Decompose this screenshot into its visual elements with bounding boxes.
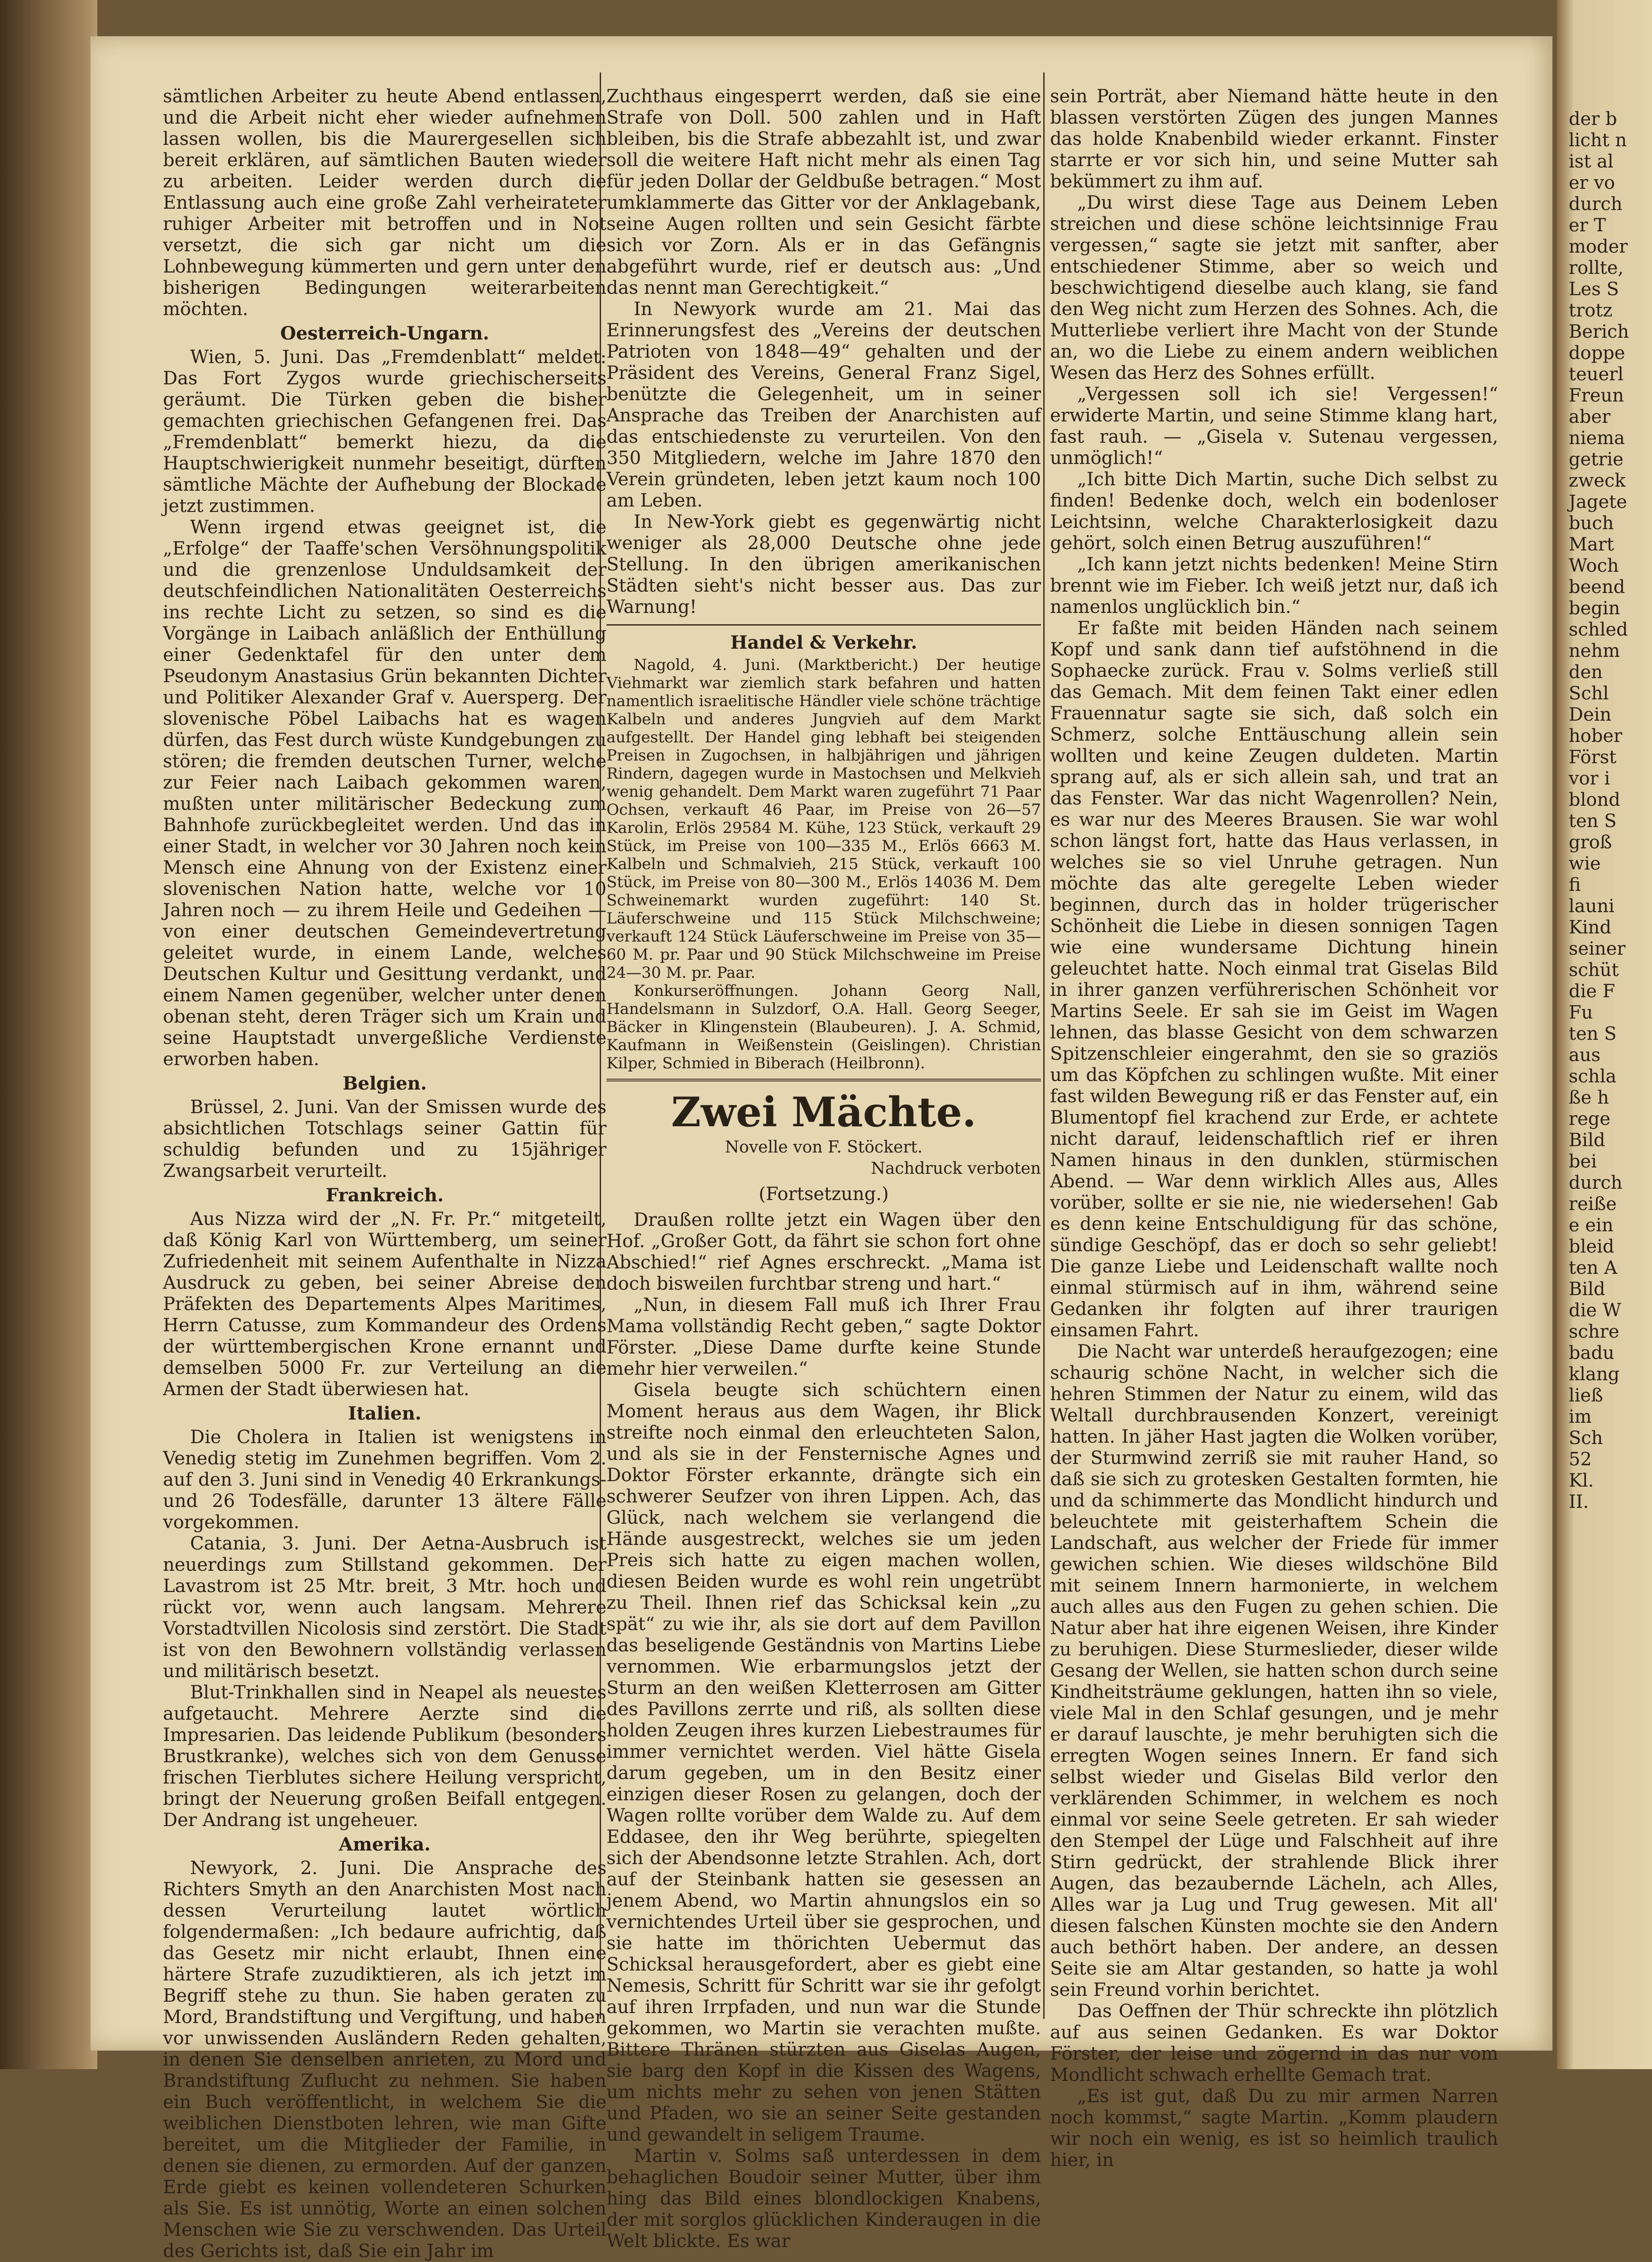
adjacent-page-fragment: getrie: [1569, 449, 1623, 470]
novel-paragraph: „Es ist gut, daß Du zu mir armen Narren noch kommst,“ sagte Martin. „Komm plaudern wir noch ein wenig, es ist so heimlich traulich hier, in: [1050, 2086, 1498, 2171]
article-paragraph: Zuchthaus eingesperrt werden, daß sie eine Strafe von Doll. 500 zahlen und in Haft bleiben, bis die Strafe abbezahlt ist, und zwar soll die weitere Haft nicht mehr als einen Tag für jeden Dollar der Geldbuße betragen.“ Most umklammerte das Gitter vor der Anklagebank, seine Augen rollten und sein Gesicht färbte sich vor Zorn. Als er in das Gefängnis abgeführt wurde, rief er deutsch aus: „Und das nennt man Gerechtigkeit.“: [606, 86, 1041, 298]
novel-paragraph: „Vergessen soll ich sie! Vergessen!“ erwiderte Martin, und seine Stimme klang hart, fast rauh. — „Gisela v. Sutenau vergessen, unmöglich!“: [1050, 384, 1498, 469]
article-paragraph: In Newyork wurde am 21. Mai das Erinnerungsfest des „Vereins der deutschen Patrioten von 1848—49“ gehalten und der Präsident des Vereins, General Franz Sigel, benützte die Gelegenheit, um in seiner Ansprache das Treiben der Anarchisten auf das entschiedenste zu verurteilen. Von den 350 Mitgliedern, welche im Jahre 1870 den Verein gründeten, leben jetzt kaum noch 100 am Leben.: [606, 299, 1041, 511]
adjacent-page-edge: [1557, 0, 1652, 2069]
adjacent-page-fragment: buch: [1569, 513, 1614, 534]
adjacent-page-fragment: rege: [1569, 1109, 1611, 1129]
novel-paragraph: Martin v. Solms saß unterdessen in dem behaglichen Boudoir seiner Mutter, über ihm hing das Bild eines blondlockigen Knabens, der mit sorglos glücklichen Kinderaugen in die Welt blickte. Es war: [606, 2146, 1041, 2252]
adjacent-page-fragment: Bild: [1569, 1130, 1605, 1151]
column-rule: [1043, 72, 1045, 2019]
article-paragraph: sämtlichen Arbeiter zu heute Abend entlassen, und die Arbeit nicht eher wieder aufnehmen lassen wollen, bis die Maurergesellen sich bereit erklären, auf sämtlichen Bauten wieder zu arbeiten. Leider werden durch die Entlassung auch eine große Zahl verheirateter ruhiger Arbeiter mit betroffen und in Not versetzt, die sich gar nicht um die Lohnbewegung kümmerten und gern unter den bisherigen Bedingungen weiterarbeiten möchten.: [163, 86, 606, 320]
section-heading-oesterreich: Oesterreich-Ungarn.: [280, 323, 489, 344]
adjacent-page-fragment: die F: [1569, 981, 1615, 1002]
section-heading-amerika: Amerika.: [339, 1834, 431, 1855]
adjacent-page-fragment: launi: [1569, 896, 1614, 917]
adjacent-page-fragment: klang: [1569, 1364, 1620, 1385]
adjacent-page-fragment: niema: [1569, 428, 1625, 449]
adjacent-page-fragment: licht n: [1569, 130, 1627, 151]
adjacent-page-fragment: doppe: [1569, 343, 1625, 363]
adjacent-page-fragment: seiner: [1569, 938, 1626, 959]
adjacent-page-fragment: die W: [1569, 1300, 1621, 1321]
novel-paragraph: Er faßte mit beiden Händen nach seinem Kopf und sank dann tief aufstöhnend in die Sophaecke zurück. Frau v. Solms verließ still das Gemach. Mit dem feinen Takt einer edlen Frauennatur sagte sie sich, daß solch ein Schmerz, solche Enttäuschung allein sein wollten und keine Zeugen duldeten. Martin sprang auf, als er sich allein sah, und trat an das Fenster. War das nicht Wagenrollen? Nein, es war nur des Meeres Brausen. Sie war wohl schon längst fort, hatte das Haus verlassen, in welches sie so viel Unruhe getragen. Nun möchte das alte geregelte Leben wieder beginnen, durch das in holder trügerischer Schönheit die Liebe in diesen sonnigen Tagen wie eine wundersame Dichtung hinein geleuchtet hatte. Noch einmal trat Giselas Bild in ihrer ganzen verführerischen Schönheit vor Martins Seele. Er sah sie im Geist im Wagen lehnen, das blasse Gesicht von dem schwarzen Spitzenschleier eingerahmt, den sie so graziös um das Köpfchen zu schlingen wußte. Mit einer fast wilden Bewegung riß er das Fenster auf, ein Blumentopf fiel krachend zur Erde, er achtete nicht darauf, leidenschaftlich rief er ihren Namen hinaus in den dunklen, stürmischen Abend. — War denn wirklich Alles aus, Alles vorüber, sollte er sie nie, nie wiedersehen! Gab es denn keine Entschuldigung für das schöne, sündige Geschöpf, das er doch so sehr geliebt! Die ganze Liebe und Leidenschaft wallte noch einmal stürmisch auf in ihm, während seine Gedanken ihr folgten auf ihrer traurigen einsamen Fahrt.: [1050, 618, 1498, 1341]
market-report: Nagold, 4. Juni. (Marktbericht.) Der heutige Viehmarkt war ziemlich stark befahren und hatten namentlich israelitische Händler viele schöne trächtige Kalbeln und anderes Jungvieh auf dem Markt aufgestellt. Der Handel ging lebhaft bei steigenden Preisen in Zugochsen, in halbjährigen und jährigen Rindern, dagegen wurde in Mastochsen und Melkvieh wenig gehandelt. Dem Markt waren zugeführt 71 Paar Ochsen, verkauft 46 Paar, im Preise von 26—57 Karolin, Erlös 29584 M. Kühe, 123 Stück, verkauft 29 Stück, im Preise von 100—335 M., Erlös 6663 M. Kalbeln und Schmalvieh, 215 Stück, verkauft 100 Stück, im Preise von 80—300 M., Erlös 14036 M. Dem Schweinemarkt wurden zugeführt: 140 St. Läuferschweine und 115 Stück Milchschweine; verkauft 124 Stück Läuferschweine im Preise von 35—60 M. pr. Paar und 90 Stück Milchschweine im Preise 24—30 M. pr. Paar.: [606, 656, 1041, 982]
adjacent-page-fragment: Jagete: [1569, 492, 1627, 512]
adjacent-page-fragment: teuerl: [1569, 364, 1624, 385]
adjacent-page-fragment: beend: [1569, 577, 1625, 598]
adjacent-page-fragment: durch: [1569, 1172, 1623, 1193]
adjacent-page-fragment: fi: [1569, 875, 1581, 895]
adjacent-page-text: [1566, 109, 1632, 1513]
novel-paragraph: Gisela beugte sich schüchtern einen Moment heraus aus dem Wagen, ihr Blick streifte noch einmal den erleuchteten Salon, und als sie in der Fensternische Agnes und Doktor Förster erkannte, drängte sich ein schwerer Seufzer von ihren Lippen. Ach, das Glück, nach welchem sie verlangend die Hände ausgestreckt, welches sie um jeden Preis sich hatte zu eigen machen wollen, diesen Beiden wurde es wohl rein ungetrübt zu Theil. Ihnen rief das Schicksal kein „zu spät“ zu wie ihr, als sie dort auf dem Pavillon das beseligende Geständnis von Martins Liebe vernommen. Wie erbarmungslos jetzt der Sturm an den weißen Kletterrosen am Gitter des Pavillons zerrte und riß, als sollten diese holden Zeugen ihres kurzen Liebestraumes für immer vernichtet werden. Viel hätte Gisela darum gegeben, um in den Besitz einer einzigen dieser Rosen zu gelangen, doch der Wagen rollte vorüber dem Walde zu. Auf dem Eddasee, den ihr Weg berührte, spiegelten sich der Abendsonne letzte Strahlen. Ach, dort auf der Steinbank hatten sie gesessen an jenem Abend, wo Martin ahnungslos ein so vernichtendes Urteil über sie gesprochen, und sie hatte im thörichten Uebermut das Schicksal herausgefordert, aber es giebt eine Nemesis, Schritt für Schritt war sie ihr gefolgt auf ihren Irrpfaden, und nun war die Stunde gekommen, wo Martin sie verachten mußte. Bittere Thränen stürzten aus Giselas Augen, sie barg den Kopf in die Kissen des Wagens, um nichts mehr zu sehen von jenen Stätten und Pfaden, wo sie an seiner Seite gestanden und gewandelt in seligem Traume.: [606, 1380, 1041, 2145]
novel-paragraph: Draußen rollte jetzt ein Wagen über den Hof. „Großer Gott, da fährt sie schon fort ohne Abschied!“ rief Agnes erschreckt. „Mama ist doch bisweilen furchtbar streng und hart.“: [606, 1210, 1041, 1294]
adjacent-page-fragment: Schl: [1569, 683, 1609, 704]
section-divider: [606, 1079, 1041, 1081]
article-paragraph: Aus Nizza wird der „N. Fr. Pr.“ mitgeteilt, daß König Karl von Württemberg, um seiner Zufriedenheit mit seinem Aufenthalte in Nizza Ausdruck zu geben, bei seiner Abreise den Präfekten des Departements Alpes Maritimes, Herrn Catusse, zum Kommandeur des Ordens der württembergischen Krone ernannt und demselben 5000 Fr. zur Verteilung an die Armen der Stadt überwiesen hat.: [163, 1209, 606, 1400]
novel-title: Zwei Mächte.: [671, 1088, 977, 1136]
adjacent-page-fragment: Freun: [1569, 385, 1624, 406]
adjacent-page-fragment: groß: [1569, 832, 1612, 853]
article-paragraph: Blut-Trinkhallen sind in Neapel als neuestes aufgetaucht. Mehrere Aerzte sind die Impresarien. Das leidende Publikum (besonders Brustkranke), welches sich von dem Genusse frischen Tierblutes sichere Heilung verspricht, bringt der Neuerung großen Beifall entgegen. Der Andrang ist ungeheuer.: [163, 1682, 606, 1831]
adjacent-page-fragment: trotz: [1569, 300, 1613, 321]
novel-paragraph: „Ich bitte Dich Martin, suche Dich selbst zu finden! Bedenke doch, welch ein bodenloser Leichtsinn, welche Charakterlosigkeit dazu gehört, solch einen Betrug auszuführen!“: [1050, 469, 1498, 554]
section-divider: [606, 624, 1041, 626]
section-heading-belgien: Belgien.: [342, 1073, 427, 1094]
article-paragraph: Wenn irgend etwas geeignet ist, die „Erfolge“ der Taaffe'schen Versöhnungspolitik und die grenzenlose Unduldsamkeit der deutschfeindlichen Nationalitäten Oesterreichs ins rechte Licht zu setzen, so sind es die Vorgänge in Laibach anläßlich der Enthüllung einer Gedenktafel für den unter dem Pseudonym Anastasius Grün bekannten Dichter und Politiker Alexander Graf v. Auersperg. Der slovenische Pöbel Laibachs hat es wagen dürfen, das Fest durch wüste Kundgebungen zu stören; die fremden deutschen Turner, welche zur Feier nach Laibach gekommen waren, mußten unter militärischer Bedeckung zum Bahnhofe zurückbegleitet werden. Und das in einer Stadt, in welcher vor 30 Jahren noch kein Mensch eine Ahnung von der Existenz einer slovenischen Nation hatte, welche vor 10 Jahren noch — zu ihrem Heile und Gedeihen — von einer deutschen Gemeindevertretung geleitet wurde, in einem Lande, welches Deutschen Kultur und Gesittung verdankt, und einem Namen gegenüber, welcher unter denen obenan steht, deren Träger sich um Krain und seine Hauptstadt unvergeßliche Verdienste erworben haben.: [163, 517, 606, 1070]
adjacent-page-fragment: ten S: [1569, 811, 1617, 832]
novel-paragraph: „Nun, in diesem Fall muß ich Ihrer Frau Mama vollständig Recht geben,“ sagte Doktor Förster. „Diese Dame durfte keine Stunde mehr hier verweilen.“: [606, 1295, 1041, 1379]
column-1: [163, 86, 606, 2262]
continuation-label: (Fortsetzung.): [759, 1184, 889, 1205]
adjacent-page-fragment: Berich: [1569, 321, 1629, 342]
adjacent-page-fragment: wie: [1569, 853, 1601, 874]
adjacent-page-fragment: er vo: [1569, 172, 1615, 193]
section-heading-handel: Handel & Verkehr.: [730, 632, 917, 653]
bankruptcy-notice: Konkurseröffnungen. Johann Georg Nall, Handelsmann in Sulzdorf, O.A. Hall. Georg Seeger, Bäcker in Klingenstein (Blaubeuren). J. A. Schmid, Kaufmann in Weißenstein (Geislingen). Christian Kilper, Schmied in Biberach (Heilbronn).: [606, 982, 1041, 1072]
adjacent-page-fragment: zweck: [1569, 470, 1626, 491]
adjacent-page-fragment: vor i: [1569, 768, 1610, 789]
adjacent-page-fragment: Sch: [1569, 1428, 1603, 1449]
adjacent-page-fragment: reiße: [1569, 1194, 1617, 1215]
adjacent-page-fragment: 52: [1569, 1449, 1592, 1470]
adjacent-page-fragment: bleid: [1569, 1236, 1614, 1257]
article-paragraph: Wien, 5. Juni. Das „Fremdenblatt“ meldet: Das Fort Zygos wurde griechischerseits geräumt. Die Türken geben die bisher gemachten griechischen Gefangenen frei. Das „Fremdenblatt“ bemerkt hiezu, da die Hauptschwierigkeit nunmehr beseitigt, dürften sämtliche Mächte der Aufhebung der Blockade jetzt zustimmen.: [163, 347, 606, 516]
adjacent-page-fragment: den: [1569, 662, 1603, 683]
adjacent-page-fragment: nehm: [1569, 641, 1620, 661]
adjacent-page-fragment: schre: [1569, 1321, 1619, 1342]
adjacent-page-fragment: moder: [1569, 236, 1628, 257]
adjacent-page-fragment: e ein: [1569, 1215, 1614, 1236]
adjacent-page-fragment: ist al: [1569, 151, 1614, 172]
adjacent-page-fragment: schla: [1569, 1066, 1617, 1087]
adjacent-page-fragment: durch: [1569, 194, 1623, 215]
novel-paragraph: sein Porträt, aber Niemand hätte heute in den blassen verstörten Zügen des jungen Mannes das holde Knabenbild wieder erkannt. Finster starrte er vor sich hin, und seine Mutter sah bekümmert zu ihm auf.: [1050, 86, 1498, 192]
adjacent-page-fragment: schled: [1569, 619, 1628, 640]
adjacent-page-fragment: Les S: [1569, 279, 1619, 300]
adjacent-page-fragment: aber: [1569, 406, 1611, 427]
novel-author: Novelle von F. Stöckert.: [725, 1138, 923, 1157]
adjacent-page-fragment: Mart: [1569, 534, 1614, 555]
book-binding: [0, 0, 97, 2069]
adjacent-page-fragment: begin: [1569, 598, 1620, 619]
novel-paragraph: „Ich kann jetzt nichts bedenken! Meine Stirn brennt wie im Fieber. Ich weiß jetzt nur, daß ich namenlos unglücklich bin.“: [1050, 554, 1498, 617]
novel-paragraph: Die Nacht war unterdeß heraufgezogen; eine schaurig schöne Nacht, in welcher sich die hehren Stimmen der Natur zu einem, wild das Weltall durchbrausenden Konzert, vereinigt hatten. In jäher Hast jagten die Wolken vorüber, der Sturmwind zerriß sie mit rauher Hand, so daß sie sich zu grotesken Gestalten formten, hie und da schimmerte das Mondlicht hindurch und beleuchtete mit geisterhaftem Schein die Landschaft, aus welcher der Friede für immer gewichen schien. Wie dieses wildschöne Bild mit seinem Innern harmonierte, in welchem auch alles aus den Fugen zu gehen schien. Die Natur aber hat ihre eigenen Weisen, ihre Kinder zu beruhigen. Diese Sturmeslieder, dieser wilde Gesang der Wellen, sie hatten schon durch seine Kindheitsträume geklungen, hatten ihn so viele, viele Mal in den Schlaf gesungen, und je mehr er darauf lauschte, je mehr beruhigten sich die erregten Wogen seines Innern. Er fand sich selbst wieder und Giselas Bild verlor den verklärenden Schimmer, in welchem es noch einmal vor seine Seele getreten. Er sah wieder den Stempel der Lüge und Falschheit auf ihre Stirn gedrückt, der strahlende Blick ihrer Augen, das bezaubernde Lächeln, ach Alles, Alles war ja Lug und Trug gewesen. Mit all' diesen falschen Künsten mochte sie den Andern auch bethört haben. Der andere, an dessen Seite sie am Altar gestanden, so hatte ja wohl sein Freund vorhin berichtet.: [1050, 1341, 1498, 2000]
adjacent-page-fragment: er T: [1569, 215, 1606, 236]
adjacent-page-fragment: ten A: [1569, 1258, 1618, 1278]
adjacent-page-fragment: hober: [1569, 726, 1623, 746]
adjacent-page-fragment: rollte,: [1569, 258, 1624, 278]
adjacent-page-fragment: II.: [1569, 1492, 1589, 1512]
adjacent-page-fragment: Först: [1569, 747, 1617, 768]
adjacent-page-fragment: badu: [1569, 1343, 1614, 1363]
novel-paragraph: „Du wirst diese Tage aus Deinem Leben streichen und diese schöne leichtsinnige Frau vergessen,“ sagte sie jetzt mit sanfter, aber entschiedener Stimme, aber so weich und beschwichtigend dieselbe auch klang, sie fand den Weg nicht zum Herzen des Sohnes. Ach, die Mutterliebe verliert ihre Macht von der Stunde an, wo die Liebe zu einem andern weiblichen Wesen das Herz des Sohnes erfüllt.: [1050, 192, 1498, 383]
article-paragraph: In New-York giebt es gegenwärtig nicht weniger als 28,000 Deutsche ohne jede Stellung. In den übrigen amerikanischen Städten sieht's nicht besser aus. Das zur Warnung!: [606, 512, 1041, 617]
article-paragraph: Brüssel, 2. Juni. Van der Smissen wurde des absichtlichen Totschlags seiner Gattin für schuldig befunden und zu 15jähriger Zwangsarbeit verurteilt.: [163, 1097, 606, 1181]
article-paragraph: Die Cholera in Italien ist wenigstens in Venedig stetig im Zunehmen begriffen. Vom 2. auf den 3. Juni sind in Venedig 40 Erkrankungs- und 26 Todesfälle, darunter 13 ältere Fälle vorgekommen.: [163, 1427, 606, 1533]
adjacent-page-fragment: Kind: [1569, 917, 1612, 938]
adjacent-page-fragment: bei: [1569, 1151, 1597, 1172]
adjacent-page-fragment: aus: [1569, 1045, 1601, 1066]
adjacent-page-fragment: Woch: [1569, 555, 1619, 576]
section-heading-frankreich: Frankreich.: [325, 1185, 444, 1206]
adjacent-page-fragment: Kl.: [1569, 1470, 1594, 1491]
adjacent-page-fragment: ließ: [1569, 1385, 1603, 1406]
adjacent-page-fragment: Bild: [1569, 1279, 1605, 1300]
novel-paragraph: Das Oeffnen der Thür schreckte ihn plötzlich auf aus seinen Gedanken. Es war Doktor Förster, der leise und zögernd in das nur vom Mondlicht schwach erhellte Gemach trat.: [1050, 2001, 1498, 2085]
column-3: [1050, 86, 1498, 2171]
adjacent-page-fragment: der b: [1569, 109, 1617, 129]
article-paragraph: Catania, 3. Juni. Der Aetna-Ausbruch ist neuerdings zum Stillstand gekommen. Der Lavastrom ist 25 Mtr. breit, 3 Mtr. hoch und rückt vor, wenn auch langsam. Mehrere Vorstadtvillen Nicolosis sind zerstört. Die Stadt ist von den Bewohnern vollständig verlassen und militärisch besetzt.: [163, 1533, 606, 1682]
adjacent-page-fragment: ten S: [1569, 1023, 1617, 1044]
adjacent-page-fragment: blond: [1569, 789, 1620, 810]
section-heading-italien: Italien.: [348, 1403, 421, 1424]
article-paragraph: Newyork, 2. Juni. Die Ansprache des Richters Smyth an den Anarchisten Most nach dessen Verurteilung lautet wörtlich folgendermaßen: „Ich bedaure aufrichtig, daß das Gesetz mir nicht erlaubt, Ihnen eine härtere Strafe zuzudiktieren, als ich jetzt im Begriff stehe zu thun. Sie haben geraten zu Mord, Brandstiftung und Vergiftung, und haben vor unwissenden Ausländern Reden gehalten, in denen Sie denselben anrieten, zu Mord und Brandstiftung Zuflucht zu nehmen. Sie haben ein Buch veröffentlicht, in welchem Sie die weiblichen Dienstboten lehren, wie man Gifte bereitet, um die Mitglieder der Familie, in denen sie dienen, zu ermorden. Auf der ganzen Erde giebt es keinen vollendeteren Schurken als Sie. Es ist unnötig, Worte an einen solchen Menschen wie Sie zu verschwenden. Das Urteil des Gerichts ist, daß Sie ein Jahr im: [163, 1858, 606, 2262]
adjacent-page-fragment: ße h: [1569, 1087, 1609, 1108]
adjacent-page-fragment: schüt: [1569, 960, 1619, 980]
reprint-notice: Nachdruck verboten: [871, 1159, 1041, 1178]
column-2: [606, 86, 1041, 2252]
adjacent-page-fragment: Dein: [1569, 704, 1612, 725]
adjacent-page-fragment: im: [1569, 1406, 1592, 1427]
adjacent-page-fragment: Fu: [1569, 1002, 1593, 1023]
